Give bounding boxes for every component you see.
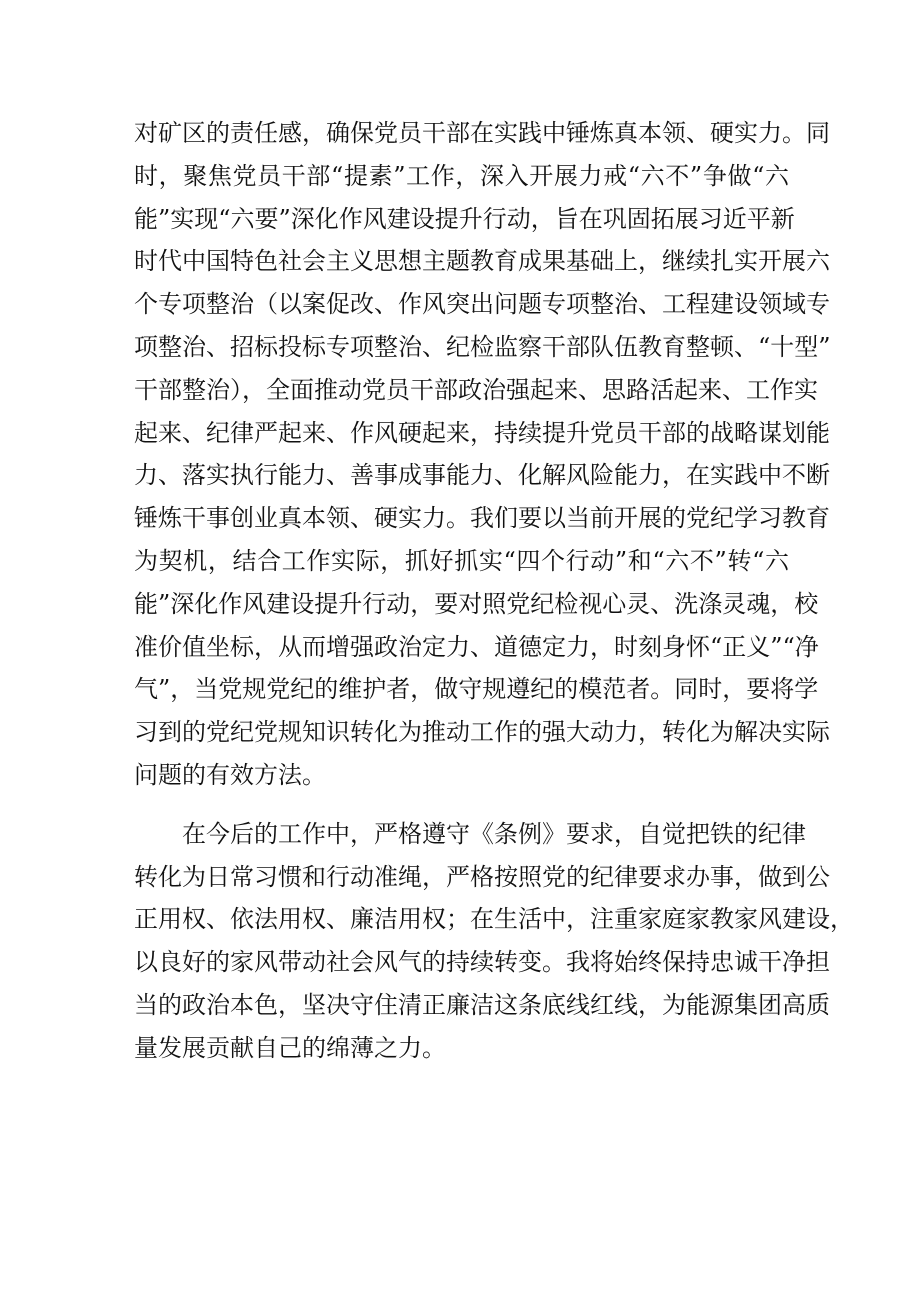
- text-line: 对矿区的责任感，确保党员干部在实践中锤炼真本领、硬实力。同: [134, 119, 830, 147]
- text-line: 能”实现“六要”深化作风建设提升行动，旨在巩固拓展习近平新: [134, 204, 795, 233]
- text-line: 干部整治），全面推动党员干部政治强起来、思路活起来、工作实: [134, 375, 818, 404]
- text-line: 量发展贡献自己的绵薄之力。: [134, 1033, 446, 1062]
- text-line: 锤炼干事创业真本领、硬实力。我们要以当前开展的党纪学习教育: [134, 504, 830, 533]
- text-line: 项整治、招标投标专项整治、纪检监察干部队伍教育整顿、“十型”: [134, 332, 831, 361]
- text-line: 个专项整治（以案促改、作风突出问题专项整治、工程建设领域专: [134, 290, 830, 319]
- text-line: 在今后的工作中，严格遵守《条例》要求，自觉把铁的纪律: [182, 819, 806, 848]
- text-line: 问题的有效方法。: [134, 760, 326, 789]
- text-line: 时，聚焦党员干部“提素”工作，深入开展力戒“六不”争做“六: [134, 161, 789, 190]
- text-line: 准价值坐标，从而增强政治定力、道德定力，时刻身怀“正义”“净: [134, 632, 819, 661]
- text-line: 以良好的家风带动社会风气的持续转变。我将始终保持忠诚干净担: [134, 948, 830, 977]
- text-line: 转化为日常习惯和行动准绳，严格按照党的纪律要求办事，做到公: [134, 862, 830, 891]
- text-line: 力、落实执行能力、善事成事能力、化解风险能力，在实践中不断: [134, 461, 830, 490]
- text-line: 为契机，结合工作实际，抓好抓实“四个行动”和“六不”转“六: [134, 546, 789, 575]
- paragraph-spacing: [134, 797, 789, 813]
- text-line: 时代中国特色社会主义思想主题教育成果基础上，继续扎实开展六: [134, 247, 830, 276]
- text-line: 习到的党纪党规知识转化为推动工作的强大动力，转化为解决实际: [134, 718, 830, 747]
- document-body: [134, 112, 854, 1070]
- text-line: 当的政治本色，坚决守住清正廉洁这条底线红线，为能源集团高质: [134, 990, 830, 1019]
- text-line: 能”深化作风建设提升行动，要对照党纪检视心灵、洗涤灵魂，校: [134, 589, 819, 618]
- paragraph-1: [134, 112, 831, 797]
- text-line: 气”，当党规党纪的维护者，做守规遵纪的模范者。同时，要将学: [134, 675, 819, 704]
- text-line: 起来、纪律严起来、作风硬起来，持续提升党员干部的战略谋划能: [134, 418, 830, 447]
- text-line: 正用权、依法用权、廉洁用权；在生活中，注重家庭家教家风建设，: [134, 905, 854, 934]
- paragraph-2: [134, 813, 854, 1070]
